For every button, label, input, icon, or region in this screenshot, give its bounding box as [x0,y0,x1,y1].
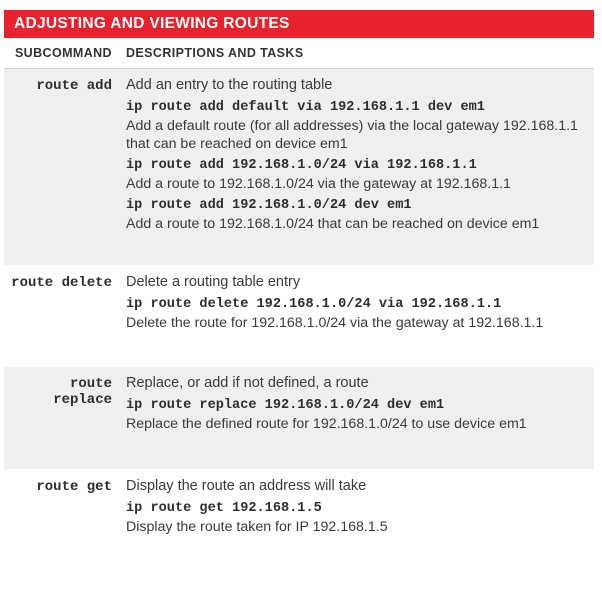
example-command: ip route add 192.168.1.0/24 dev em1 [126,198,412,213]
subcommand: route delete [11,275,112,291]
row-summary: Delete a routing table entry [126,274,301,290]
table-row-route-delete [4,266,594,367]
example-command: ip route replace 192.168.1.0/24 dev em1 [126,398,445,413]
column-header-descriptions: DESCRIPTIONS AND TASKS [126,46,304,60]
example [126,197,580,233]
column-headers [4,38,594,69]
description [126,76,594,265]
table-row-route-replace [4,367,594,470]
example-description: Add a default route (for all addresses) via the local gateway 192.168.1.1 that can be reached on device em1 [126,118,578,152]
subcommand: route add [36,78,112,94]
example-command: ip route add default via 192.168.1.1 dev em1 [126,100,485,115]
description [126,273,594,366]
example [126,99,580,153]
example [126,500,580,536]
example [126,157,580,193]
row-summary: Replace, or add if not defined, a route [126,375,369,391]
example-command: ip route add 192.168.1.0/24 via 192.168.1.1 [126,158,477,173]
subcommand: route replace [53,376,112,408]
table-title: ADJUSTING AND VIEWING ROUTES [4,10,594,38]
example-description: Display the route taken for IP 192.168.1.5 [126,519,388,535]
routes-reference-table [4,10,594,560]
example-description: Delete the route for 192.168.1.0/24 via the gateway at 192.168.1.1 [126,315,544,331]
description [126,477,594,559]
example-description: Replace the defined route for 192.168.1.0/24 to use device em1 [126,416,527,432]
row-summary: Display the route an address will take [126,478,367,494]
subcommand: route get [36,479,112,495]
example [126,296,580,332]
column-header-subcommand: SUBCOMMAND [14,46,112,60]
example-description: Add a route to 192.168.1.0/24 that can be reached on device em1 [126,216,540,232]
row-summary: Add an entry to the routing table [126,77,333,93]
table-row-route-add [4,69,594,266]
example-command: ip route delete 192.168.1.0/24 via 192.168.1.1 [126,297,502,312]
description [126,374,594,469]
example-description: Add a route to 192.168.1.0/24 via the gateway at 192.168.1.1 [126,176,511,192]
example-command: ip route get 192.168.1.5 [126,501,322,516]
table-row-route-get [4,470,594,560]
example [126,397,580,433]
